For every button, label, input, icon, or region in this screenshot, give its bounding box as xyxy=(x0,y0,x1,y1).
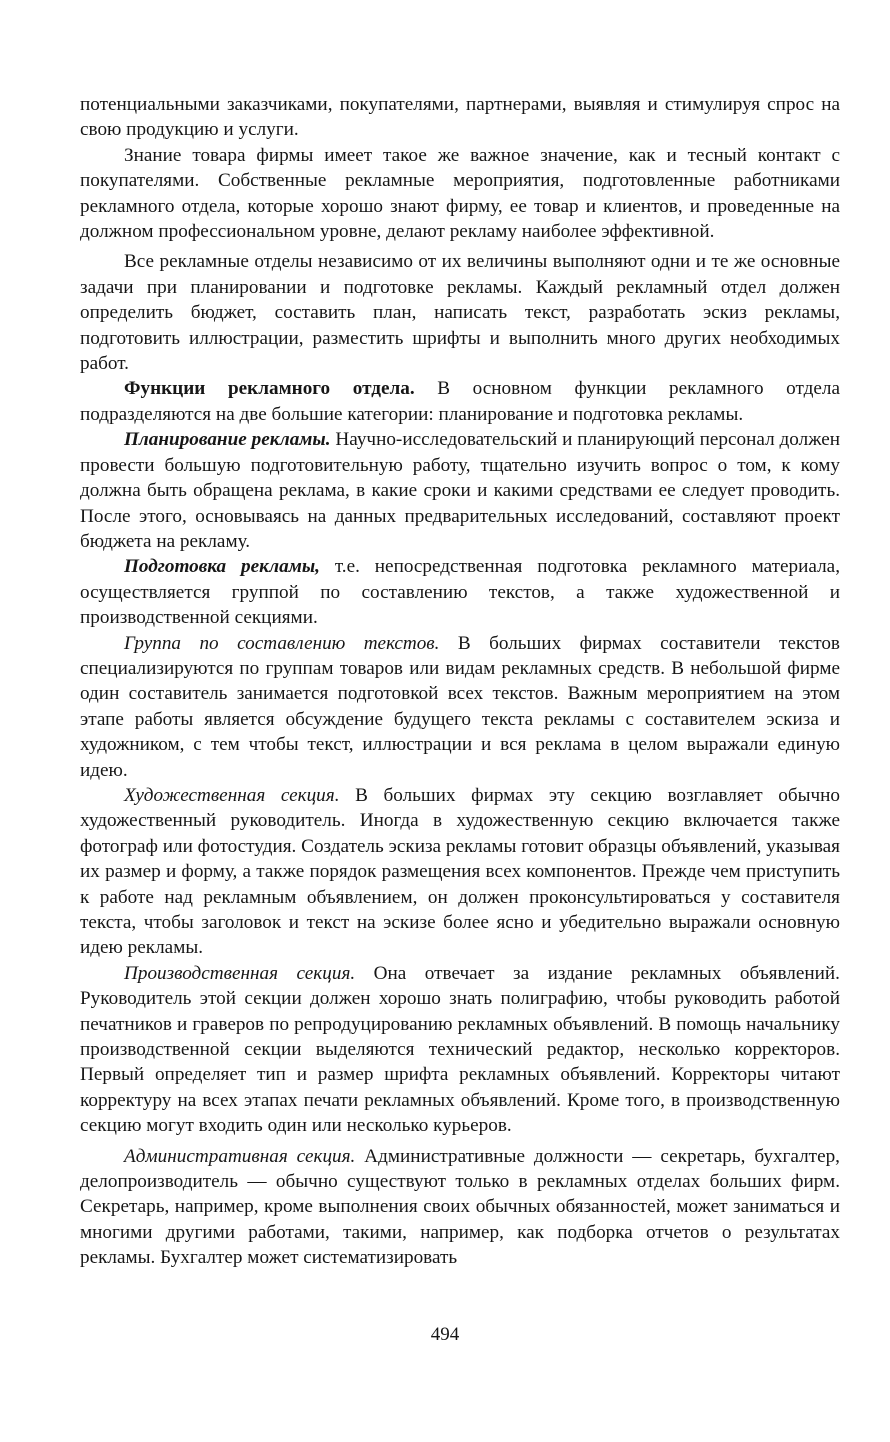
paragraph-text: Административные должности — секретарь, бухгалтер, делопроизводитель — обычно существуют только в рекламных отделах больших фирм. Секретарь, например, кроме выполнения своих обычных обязанностей, может заниматься и многими другими работами, такими, например, как подборка отчетов о результатах рекламы. Бухгалтер может систематизировать xyxy=(80,1145,840,1269)
section-heading-preparation: Подготовка рекламы, xyxy=(124,556,320,578)
section-heading-planning: Планирование рекламы. xyxy=(124,429,331,451)
paragraph-advertising-departments xyxy=(80,249,840,376)
paragraph-planning xyxy=(80,427,840,554)
paragraph-text: В основном функции рекламного отдела подразделяются на две большие категории: планирование и подготовка рекламы. xyxy=(80,378,841,425)
section-heading-production: Производственная секция. xyxy=(124,962,356,984)
paragraph-text: т.е. непосредственная подготовка рекламного материала, осуществляется группой по составлению текстов, а также художественной и производственной секциями. xyxy=(80,556,840,629)
paragraph-text: В больших фирмах составители текстов специализируются по группам товаров или видам рекламных средств. В небольшой фирме один составитель занимается подготовкой всех текстов. Важным мероприятием на этом этапе работы является обсуждение будущего текста рекламы с составителем эскиза и художником, с тем чтобы текст, иллюстрации и вся реклама в целом выражали единую идею. xyxy=(80,632,840,781)
page-number: 494 xyxy=(430,1324,460,1345)
paragraph-art-section xyxy=(80,783,840,961)
section-heading-art: Художественная секция. xyxy=(124,784,340,806)
paragraph-product-knowledge xyxy=(80,143,840,245)
paragraph-department-functions xyxy=(80,376,840,427)
paragraph-production-section xyxy=(80,961,840,1139)
paragraph-continuation xyxy=(80,92,840,143)
paragraph-text: В больших фирмах эту секцию возглавляет обычно художественный руководитель. Иногда в художественную секцию включается также фотограф или фотостудия. Создатель эскиза рекламы готовит образцы объявлений, указывая их размер и форму, а также порядок размещения всех компонентов. Прежде чем приступить к работе над рекламным объявлением, он должен проконсультироваться у составителя текста, чтобы заголовок и текст на эскизе более ясно и убедительно выражали основную идею рекламы. xyxy=(80,784,840,959)
paragraph-preparation xyxy=(80,554,840,630)
section-heading-functions: Функции рекламного отдела. xyxy=(124,378,415,400)
paragraph-text: Знание товара фирмы имеет такое же важное значение, как и тесный контакт с покупателями. Собственные рекламные мероприятия, подготовленные работниками рекламного отдела, которые хорошо знают фирму, ее товар и клиентов, и проведенные на должном профессиональном уровне, делают рекламу наиболее эффективной. xyxy=(80,144,840,243)
paragraph-administrative-section xyxy=(80,1144,840,1271)
paragraph-text: Она отвечает за издание рекламных объявлений. Руководитель этой секции должен хорошо знать полиграфию, чтобы руководить работой печатников и граверов по репродуцированию рекламных объявлений. В помощь начальнику производственной секции выделяются технический редактор, несколько корректоров. Первый определяет тип и размер шрифта рекламных объявлений. Корректоры читают корректуру на всех этапах печати рекламных объявлений. Кроме того, в производственную секцию могут входить один или несколько курьеров. xyxy=(80,962,840,1137)
paragraph-text: Научно-исследовательский и планирующий персонал должен провести большую подготовительную работу, тщательно изучить вопрос о том, к кому должна быть обращена реклама, в какие сроки и какими средствами ее следует проводить. После этого, основываясь на данных предварительных исследований, составляют проект бюджета на рекламу. xyxy=(80,429,840,552)
paragraph-copywriting-group xyxy=(80,631,840,783)
paragraph-text: потенциальными заказчиками, покупателями, партнерами, выявляя и стимулируя спрос на свою продукцию и услуги. xyxy=(80,94,840,141)
section-heading-administrative: Административная секция. xyxy=(124,1145,356,1167)
section-heading-copywriting: Группа по составлению текстов. xyxy=(124,632,440,654)
paragraph-text: Все рекламные отделы независимо от их величины выполняют одни и те же основные задачи при планировании и подготовке рекламы. Каждый рекламный отдел должен определить бюджет, составить план, написать текст, разработать эскиз рекламы, подготовить иллюстрации, разместить шрифты и выполнить много других необходимых работ. xyxy=(80,251,840,375)
page-body xyxy=(80,92,840,1271)
